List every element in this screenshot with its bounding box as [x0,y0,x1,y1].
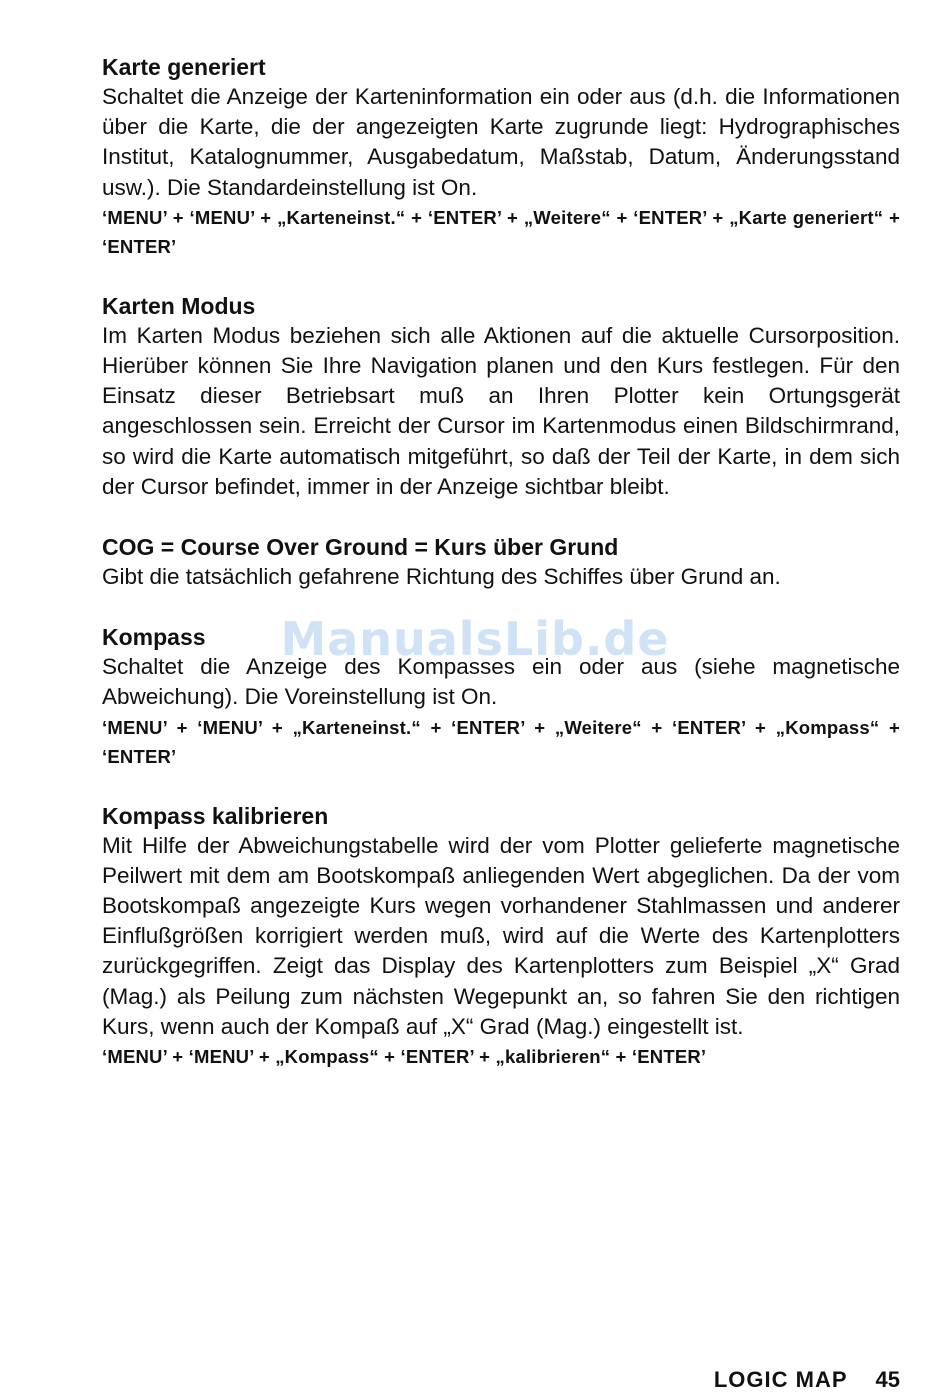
section-karte-generiert [102,52,900,261]
section-heading: Kompass kalibrieren [102,802,329,829]
footer-brand: LOGIC MAP [713,1367,848,1392]
menu-command: ‘MENU’ + ‘MENU’ + „Karteneinst.“ + ‘ENTER’ + „Weitere“ + ‘ENTER’ + „Karte generiert“ + ‘ENTER’ [102,206,900,257]
section-karten-modus [102,291,900,502]
section-body: Schaltet die Anzeige des Kompasses ein oder aus (siehe magnetische Abweichung). Die Voreinstellung ist On. [102,654,900,710]
section-heading: Karten Modus [102,292,256,319]
section-body: Mit Hilfe der Abweichungstabelle wird der vom Plotter gelieferte magnetische Peilwert mit dem am Bootskompaß anliegenden Wert abgeglichen. Da der vom Bootskompaß angezeigte Kurs wegen vorhandener Stahlmassen und anderer Einflußgrößen korrigiert werden muß, wird auf die Werte des Kartenplotters zurückgegriffen. Zeigt das Display des Kartenplotters zum Beispiel „X“ Grad (Mag.) als Peilung zum nächsten Wegepunkt an, so fahren Sie den richtigen Kurs, wenn auch der Kompaß auf „X“ Grad (Mag.) eingestellt ist. [102,832,900,1039]
menu-command: ‘MENU’ + ‘MENU’ + „Karteneinst.“ + ‘ENTER’ + „Weitere“ + ‘ENTER’ + „Kompass“ + ‘ENTER’ [102,716,900,767]
section-kompass-kalibrieren [102,801,900,1071]
section-heading: Karte generiert [102,54,266,80]
page-content [102,52,900,1101]
section-heading: Kompass [102,624,206,651]
section-kompass [102,622,900,770]
section-body: Schaltet die Anzeige der Karteninformation ein oder aus (d.h. die Informationen über die Karte, die der angezeigten Karte zugrunde liegt: Hydrographisches Institut, Katalognummer, Ausgabedatum, Maßstab, Datum, Änderungsstand usw.). Die Standardeinstellung ist On. [102,84,900,200]
watermark: ManualsLib.de [280,612,670,666]
menu-command: ‘MENU’ + ‘MENU’ + „Kompass“ + ‘ENTER’ + „kalibrieren“ + ‘ENTER’ [102,1046,707,1068]
section-body: Im Karten Modus beziehen sich alle Aktionen auf die aktuelle Cursorposition. Hierüber können Sie Ihre Navigation planen und den Kurs festlegen. Für den Einsatz dieser Betriebsart muß an Ihren Plotter kein Ortungsgerät angeschlossen sein. Erreicht der Cursor im Kartenmodus einen Bildschirmrand, so wird die Karte automatisch mitgeführt, so daß der Teil der Karte, in dem sich der Cursor befindet, immer in der Anzeige sichtbar bleibt. [102,322,900,499]
section-cog [102,532,900,592]
page-number: 45 [875,1367,900,1392]
section-heading: COG = Course Over Ground = Kurs über Grund [102,534,619,561]
section-body: Gibt die tatsächlich gefahrene Richtung des Schiffes über Grund an. [102,564,781,590]
page-footer [714,1366,900,1394]
